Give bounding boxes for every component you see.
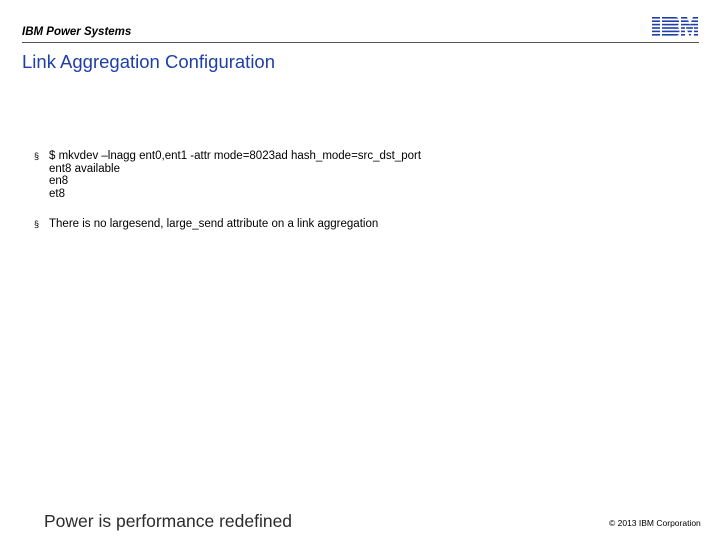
bullet-text-line: et8 (49, 187, 65, 200)
bullet-item-command (34, 150, 674, 200)
bullet-text-line: $ mkvdev –lnagg ent0,ent1 -attr mode=8023ad hash_mode=src_dst_port (49, 150, 422, 162)
bullet-marker-icon: § (34, 219, 40, 229)
bullet-text-line: There is no largesend, large_send attribute on a link aggregation (49, 218, 379, 230)
bullet-item-largesend (34, 218, 674, 231)
header-title: IBM Power Systems (22, 26, 132, 38)
footer-copyright: © 2013 IBM Corporation (609, 518, 701, 528)
footer-tagline: Power is performance redefined (44, 511, 293, 531)
bullet-list (34, 150, 674, 231)
slide-title: Link Aggregation Configuration (22, 51, 276, 72)
header-divider (22, 42, 699, 43)
ibm-logo-icon (651, 16, 699, 38)
bullet-marker-icon: § (34, 151, 40, 161)
bullet-text-line: en8 (49, 175, 69, 187)
bullet-text-line: ent8 available (49, 162, 120, 175)
